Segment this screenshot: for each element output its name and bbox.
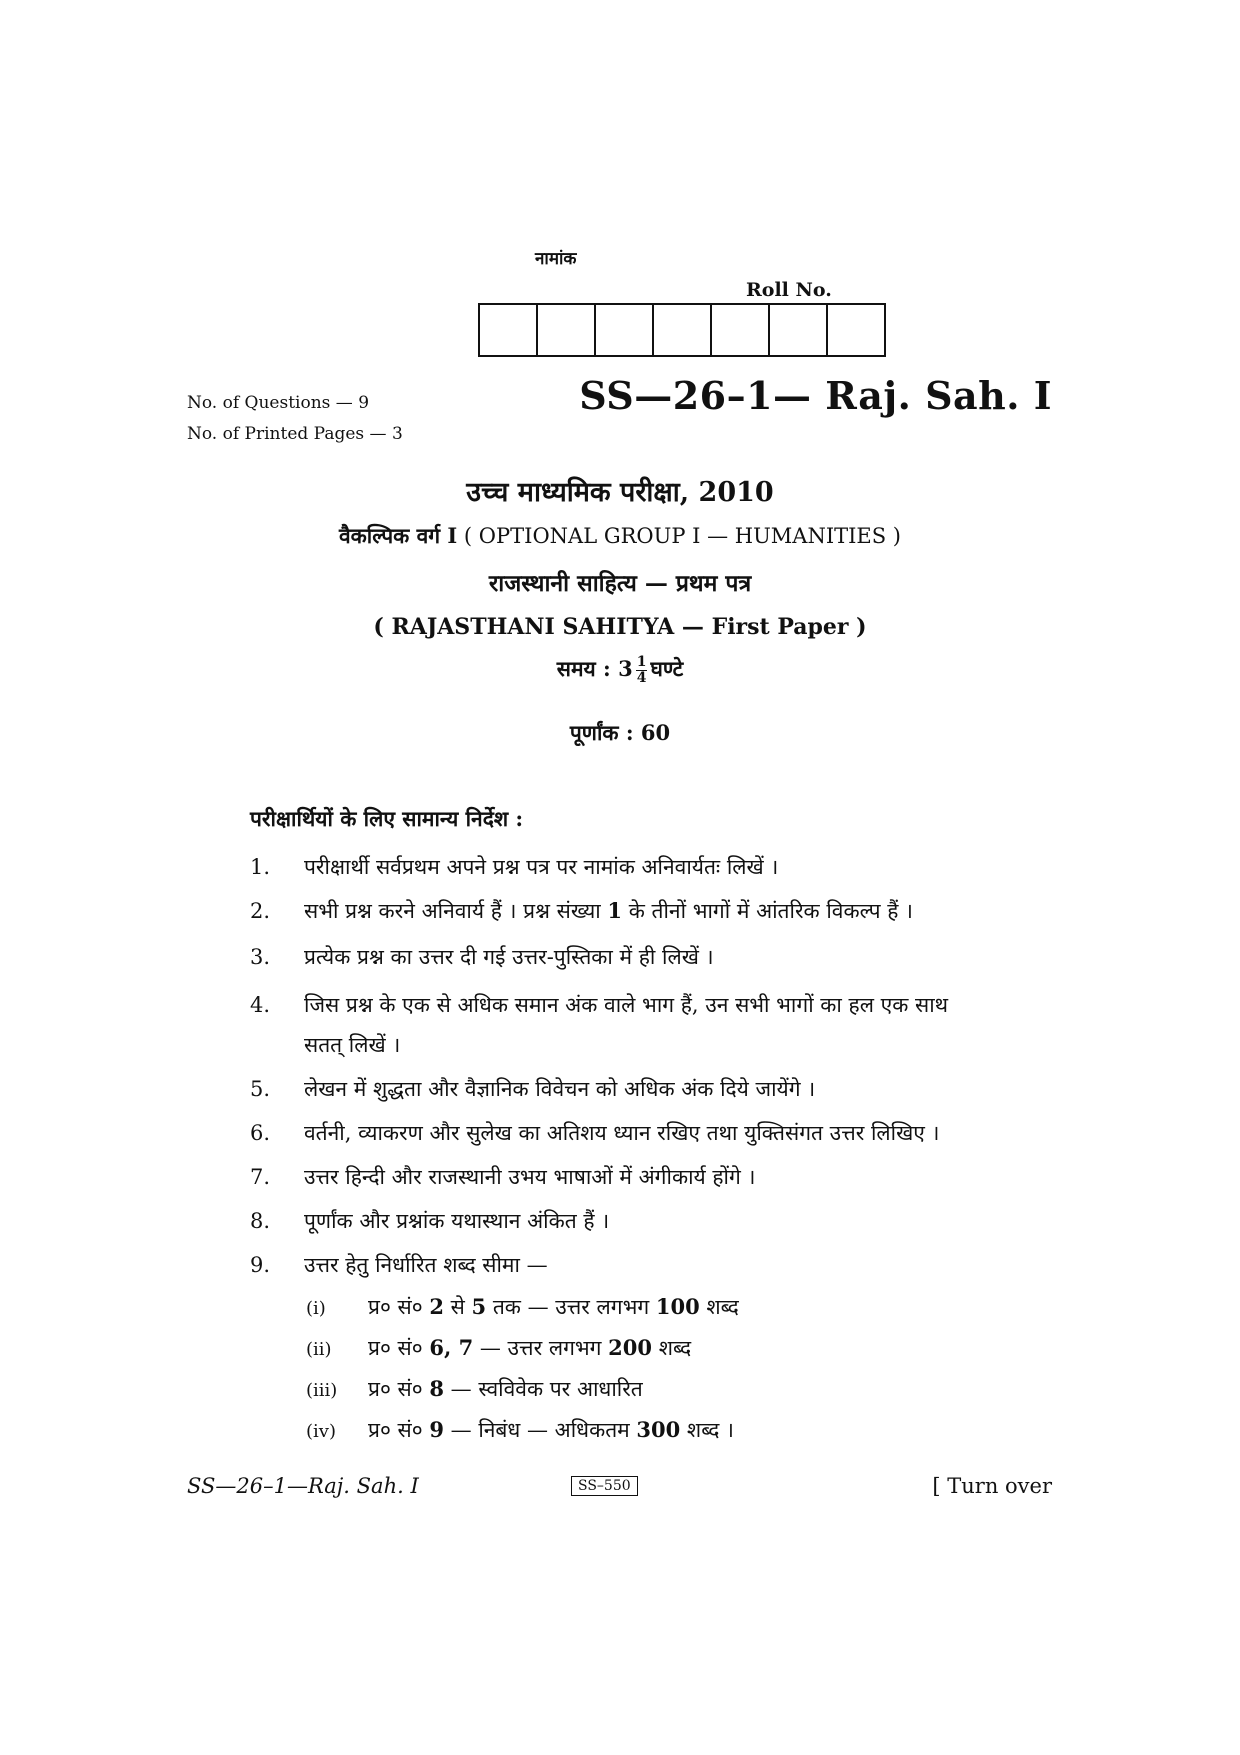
sub-text-bold: 100	[655, 1294, 700, 1319]
footer-paper-code: SS—26–1—Raj. Sah. I	[187, 1474, 419, 1498]
roll-box[interactable]	[596, 305, 654, 355]
sub-text: शब्द ।	[680, 1418, 734, 1442]
fraction-denominator: 4	[636, 670, 647, 686]
roll-label-english: Roll No.	[746, 279, 832, 301]
time-label: समय : 3	[556, 656, 633, 681]
group-hindi: वैकल्पिक वर्ग I	[338, 523, 458, 548]
sub-text-bold: 6, 7	[429, 1335, 474, 1360]
sub-text-bold: 200	[608, 1335, 653, 1360]
sub-text: से	[443, 1295, 472, 1319]
sub-text-bold: 9	[429, 1417, 444, 1442]
sub-text: — स्वविवेक पर आधारित	[443, 1377, 643, 1401]
instruction-item	[250, 1157, 1060, 1197]
sub-text: — निबंध — अधिकतम	[443, 1418, 637, 1442]
roll-label-hindi: नामांक	[535, 249, 577, 269]
item-text: जिस प्रश्न के एक से अधिक समान अंक वाले भाग हैं, उन सभी भागों का हल एक साथ	[304, 993, 949, 1017]
item-number: 1.	[250, 855, 271, 879]
number-of-pages: No. of Printed Pages — 3	[187, 424, 403, 444]
subject-hindi: राजस्थानी साहित्य — प्रथम पत्र	[488, 570, 752, 597]
item-text: उत्तर हिन्दी और राजस्थानी उभय भाषाओं में अंगीकार्य होंगे ।	[304, 1165, 756, 1189]
instruction-item	[250, 1245, 1060, 1285]
item-text: के तीनों भागों में आंतरिक विकल्प हैं ।	[622, 899, 913, 923]
group-line	[0, 522, 1240, 550]
instruction-item	[250, 1201, 1060, 1241]
roman-numeral: (i)	[306, 1298, 326, 1319]
instructions-heading: परीक्षार्थियों के लिए सामान्य निर्देश :	[250, 806, 524, 831]
word-limit-item	[306, 1410, 734, 1452]
item-number: 2.	[250, 899, 271, 923]
footer-series-badge: SS–550	[571, 1476, 638, 1496]
exam-title: उच्च माध्यमिक परीक्षा, 2010	[466, 477, 774, 508]
item-number: 8.	[250, 1209, 271, 1233]
word-limit-item	[306, 1369, 643, 1411]
item-number: 5.	[250, 1077, 271, 1101]
word-limit-item	[306, 1328, 691, 1370]
sub-text: शब्द	[652, 1336, 692, 1360]
sub-text: प्र० सं०	[368, 1295, 430, 1319]
roll-box[interactable]	[828, 305, 886, 355]
sub-text: प्र० सं०	[368, 1336, 430, 1360]
item-number: 4.	[250, 993, 271, 1017]
item-text-continued: सतत् लिखें ।	[304, 1033, 401, 1057]
roll-box[interactable]	[538, 305, 596, 355]
instruction-item	[250, 985, 1060, 1065]
subject-english: ( RAJASTHANI SAHITYA — First Paper )	[373, 614, 867, 640]
item-text-bold: 1	[607, 898, 623, 923]
instruction-item	[250, 1113, 1060, 1153]
instruction-item	[250, 891, 1060, 931]
item-text: सभी प्रश्न करने अनिवार्य हैं । प्रश्न संख्या	[304, 899, 608, 923]
group-english: ( OPTIONAL GROUP I — HUMANITIES )	[463, 524, 902, 548]
roll-box[interactable]	[770, 305, 828, 355]
item-text: वर्तनी, व्याकरण और सुलेख का अतिशय ध्यान रखिए तथा युक्तिसंगत उत्तर लिखिए ।	[304, 1121, 940, 1145]
item-text: लेखन में शुद्धता और वैज्ञानिक विवेचन को अधिक अंक दिये जायेंगे ।	[304, 1077, 816, 1101]
instruction-item	[250, 1069, 1060, 1109]
item-text: पूर्णांक और प्रश्नांक यथास्थान अंकित हैं ।	[304, 1209, 610, 1233]
roll-box[interactable]	[654, 305, 712, 355]
sub-text: प्र० सं०	[368, 1418, 430, 1442]
roman-numeral: (ii)	[306, 1339, 332, 1360]
paper-code: SS—26–1— Raj. Sah. I	[579, 373, 1052, 418]
sub-text: — उत्तर लगभग	[473, 1336, 609, 1360]
time-unit: घण्टे	[650, 656, 684, 681]
item-number: 3.	[250, 945, 271, 969]
roll-box[interactable]	[480, 305, 538, 355]
fraction-numerator: 1	[636, 654, 647, 670]
sub-text-bold: 300	[636, 1417, 681, 1442]
roman-numeral: (iii)	[306, 1380, 338, 1401]
item-text: उत्तर हेतु निर्धारित शब्द सीमा —	[304, 1253, 548, 1277]
sub-text-bold: 5	[471, 1294, 487, 1319]
instruction-item	[250, 937, 1060, 977]
instruction-item	[250, 847, 1060, 887]
sub-text: प्र० सं०	[368, 1377, 430, 1401]
roll-box[interactable]	[712, 305, 770, 355]
roll-number-boxes	[478, 303, 886, 357]
item-text: प्रत्येक प्रश्न का उत्तर दी गई उत्तर-पुस्तिका में ही लिखें ।	[304, 945, 714, 969]
sub-text-bold: 2	[429, 1294, 444, 1319]
item-number: 9.	[250, 1253, 271, 1277]
word-limit-item	[306, 1287, 739, 1329]
item-number: 6.	[250, 1121, 271, 1145]
roman-numeral: (iv)	[306, 1421, 336, 1442]
number-of-questions: No. of Questions — 9	[187, 393, 370, 413]
sub-text: शब्द	[699, 1295, 739, 1319]
time-fraction	[636, 655, 648, 686]
sub-text-bold: 8	[429, 1376, 444, 1401]
item-text: परीक्षार्थी सर्वप्रथम अपने प्रश्न पत्र पर नामांक अनिवार्यतः लिखें ।	[304, 855, 779, 879]
max-marks: पूर्णांक : 60	[569, 720, 671, 745]
sub-text: तक — उत्तर लगभग	[486, 1295, 656, 1319]
time-allowed	[0, 655, 1240, 686]
turn-over-note: [ Turn over	[932, 1474, 1052, 1498]
item-number: 7.	[250, 1165, 271, 1189]
